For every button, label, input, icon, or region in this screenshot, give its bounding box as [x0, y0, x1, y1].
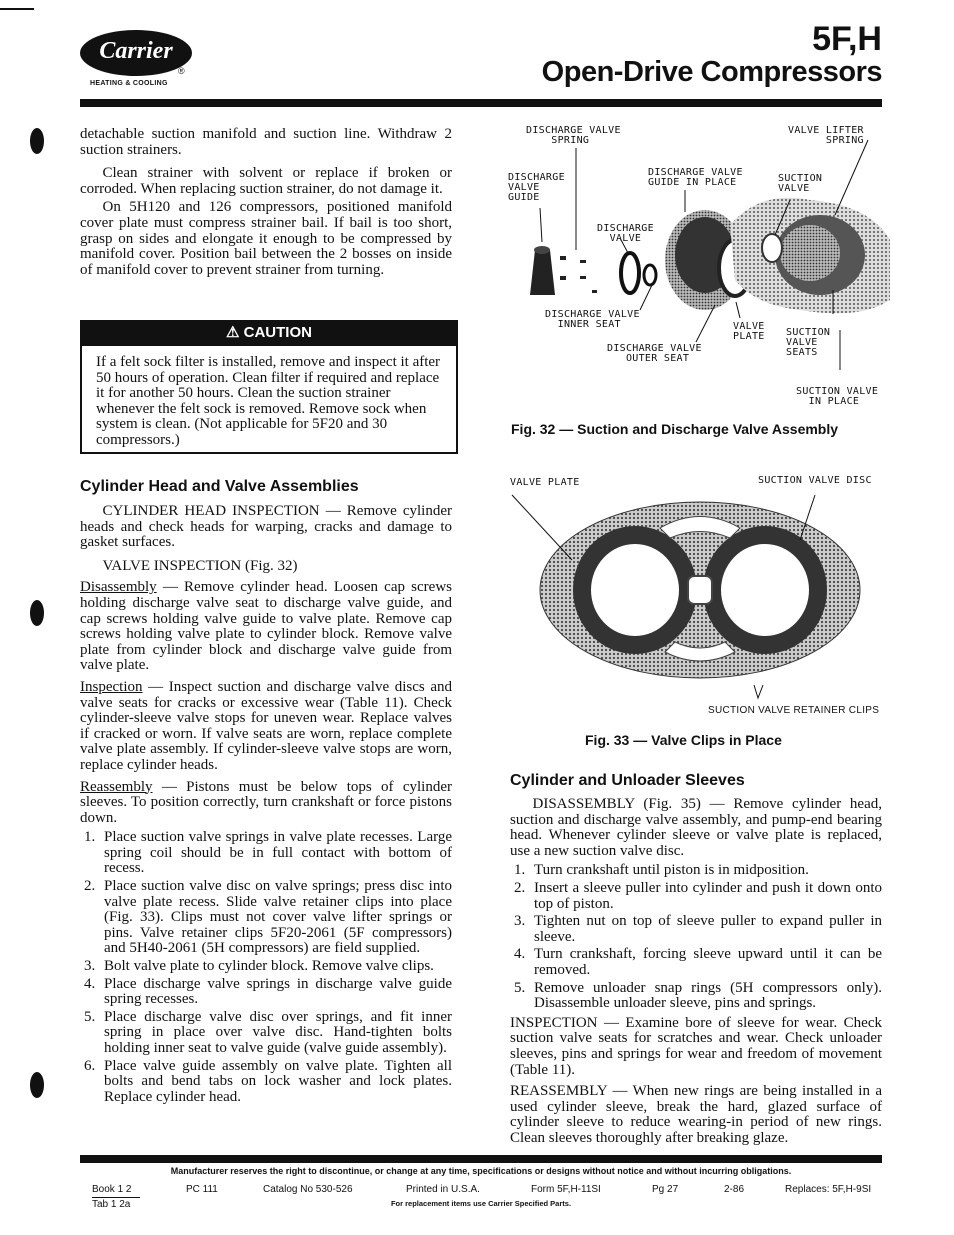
footer-pc: PC 111 — [186, 1184, 218, 1195]
left-column-body — [80, 504, 452, 1107]
paragraph: — Inspect suction and discharge valve discs and valve seats for cracks or excessive wear (Table 11). Check cylinder-sleeve valve stops for uneven wear. Replace valves if cracked or worn. If valve seats are worn, replace complete valve plate assembly. If cylinder-sleeve valve stops are worn, replace cylinder heads. — [80, 678, 452, 773]
list-item: 2. Place suction valve disc on valve springs; press disc into valve plate recess. Slide valve retainer clips into place (Fig. 33). Clips must not cover valve lifter springs or pins. Valve retainer clips 5F20-2061 (5F compressors) and 5H40-2061 (5H compressors) are field supplied. — [84, 878, 452, 957]
list-item: 2. Insert a sleeve puller into cylinder and push it down onto top of piston. — [514, 879, 882, 912]
model-number: 5F,H — [812, 20, 882, 58]
footer-printed: Printed in U.S.A. — [406, 1184, 480, 1195]
list-item: 1. Place suction valve springs in valve plate recesses. Large spring coil should be in full contact with bottom of recess. — [84, 829, 452, 877]
paragraph: — Remove cylinder heads and check heads for warping, cracks and damage to gasket surfaces. — [80, 503, 452, 551]
subheading: Inspection — [80, 678, 143, 695]
caution-title: ⚠ CAUTION — [80, 320, 458, 346]
list-item: 5. Place discharge valve disc over springs, and fit inner spring in place over valve disc. Hand-tighten bolts holding inner seat to valve guide (valve guide assembly). — [84, 1008, 452, 1056]
logo-registered: ® — [178, 66, 185, 76]
paragraph: — Pistons must be below tops of cylinder sleeves. To position correctly, turn crankshaft or force pistons down. — [80, 778, 452, 826]
paragraph: INSPECTION — Examine bore of sleeve for wear. Check suction valve seats for scratches and wear. Check unloader sleeves, pins and springs for wear and freedom of movement (Table 11). — [510, 1014, 882, 1078]
paragraph: On 5H120 and 126 compressors, positioned manifold cover plate must compress strainer bail. If bail is too short, grasp on sides and elongate it enough to be compressed by manifold cover. Position bail between the 2 bosses on inside of manifold cover to prevent strainer from turning. — [80, 199, 452, 278]
list-item: 3. Bolt valve plate to cylinder block. Remove valve clips. — [84, 958, 434, 975]
footer-catalog: Catalog No 530-526 — [263, 1184, 353, 1195]
header-rule — [80, 99, 882, 107]
subheading: VALVE INSPECTION (Fig. 32) — [102, 557, 298, 574]
disclaimer: Manufacturer reserves the right to discontinue, or change at any time, specifications or designs without notice and without incurring obligations. — [170, 1166, 792, 1176]
logo-subtitle: HEATING & COOLING — [90, 80, 168, 87]
section-heading: Cylinder Head and Valve Assemblies — [80, 478, 359, 495]
subheading: Disassembly — [80, 579, 157, 596]
caution-text: If a felt sock filter is installed, remove and inspect it after 50 hours of operation. Clean filter if required and replace it for another 50 hours. Clean the suction strainer whenever the felt sock is removed. Remove sock when system is clean. (Not applicable for 5F20 and 30 compressors.) — [96, 354, 441, 448]
fig32-label-discharge-valve: DISCHARGE VALVE — [597, 223, 654, 244]
fig32-caption: Fig. 32 — Suction and Discharge Valve Assembly — [511, 421, 839, 437]
replacement-note: For replacement items use Carrier Specified Parts. — [390, 1199, 572, 1208]
fig32-label-suction-valve-seats: SUCTION VALVE SEATS — [786, 327, 831, 358]
fig33-label-valve-plate: VALVE PLATE — [510, 477, 580, 488]
list-item: 1. Turn crankshaft until piston is in midposition. — [514, 862, 809, 879]
paragraph: Clean strainer with solvent or replace if broken or corroded. When replacing suction strainer, do not damage it. — [80, 165, 452, 197]
footer-tab: Tab 1 2a — [92, 1199, 131, 1210]
paragraph: — Remove cylinder head. Loosen cap screws holding discharge valve seat to discharge valve guide, and cap screws holding valve guide to valve plate. Remove cap screws holding valve plate to cylinder block. Remove valve plate from cylinder block and discharge valve guide from valve plate. — [80, 579, 452, 674]
corner-mark — [0, 8, 34, 10]
right-column-body — [510, 797, 882, 1146]
footer-page: Pg 27 — [652, 1184, 679, 1195]
list-item: 5. Remove unloader snap rings (5H compressors only). Disassemble unloader sleeve, pins and springs. — [514, 979, 882, 1012]
left-column-intro — [80, 127, 452, 278]
paragraph: detachable suction manifold and suction line. Withdraw 2 suction strainers. — [80, 126, 452, 158]
reassembly-steps — [80, 830, 452, 1105]
logo-text: Carrier — [99, 38, 173, 64]
fig32-label-guide-in-place: DISCHARGE VALVE GUIDE IN PLACE — [648, 167, 743, 188]
footer-book-rule — [92, 1197, 140, 1198]
list-item: 4. Place discharge valve springs in discharge valve guide spring recesses. — [84, 975, 452, 1008]
list-item: 4. Turn crankshaft, forcing sleeve upward until it can be removed. — [514, 946, 882, 978]
fig32-label-valve-plate: VALVE PLATE — [733, 321, 765, 342]
binder-hole — [30, 600, 44, 626]
footer-rule — [80, 1155, 882, 1163]
fig32-label-discharge-valve-spring: DISCHARGE VALVE SPRING — [526, 125, 621, 146]
list-item: 3. Tighten nut on top of sleeve puller to expand puller in sleeve. — [514, 913, 882, 945]
fig32-label-inner-seat: DISCHARGE VALVE INNER SEAT — [545, 309, 640, 330]
footer-replaces: Replaces: 5F,H-9SI — [785, 1184, 872, 1195]
fig32-label-valve-lifter-spring: VALVE LIFTER SPRING — [788, 125, 864, 146]
fig33-caption: Fig. 33 — Valve Clips in Place — [585, 732, 782, 748]
footer-form: Form 5F,H-11SI — [531, 1184, 601, 1195]
subheading: CYLINDER HEAD INSPECTION — [102, 503, 320, 519]
page-title: Open-Drive Compressors — [541, 56, 882, 88]
footer-date: 2-86 — [724, 1184, 745, 1195]
subheading: Reassembly — [80, 778, 153, 795]
paragraph: DISASSEMBLY (Fig. 35) — Remove cylinder head, suction and discharge valve assembly, and pump-end bearing head. Whenever cylinder sleeve or valve plate is replaced, use a new suction valve disc. — [510, 796, 882, 859]
fig33-label-suction-valve-disc: SUCTION VALVE DISC — [758, 475, 872, 486]
fig32-label-suction-valve: SUCTION VALVE — [778, 173, 823, 194]
fig33-label-retainer-clips: SUCTION VALVE RETAINER CLIPS — [708, 705, 880, 716]
list-item: 6. Place valve guide assembly on valve plate. Tighten all bolts and bend tabs on lock washer and lock plates. Replace cylinder head. — [84, 1057, 452, 1105]
binder-hole — [30, 128, 44, 154]
fig32-label-outer-seat: DISCHARGE VALVE OUTER SEAT — [607, 343, 702, 364]
fig32-label-suction-valve-in-place: SUCTION VALVE IN PLACE — [796, 386, 879, 407]
footer-book: Book 1 2 — [92, 1184, 132, 1195]
fig32-label-discharge-valve-guide: DISCHARGE VALVE GUIDE — [508, 172, 565, 203]
section-heading: Cylinder and Unloader Sleeves — [510, 772, 745, 789]
paragraph: REASSEMBLY — When new rings are being installed in a used cylinder sleeve, break the hard, glazed surface of cylinder sleeve to reduce wearing-in period of new rings. Clean sleeves thoroughly after breaking glaze. — [510, 1083, 882, 1146]
binder-hole — [30, 1072, 44, 1098]
fig33-illustration — [500, 477, 890, 710]
disassembly-steps — [510, 863, 882, 1011]
